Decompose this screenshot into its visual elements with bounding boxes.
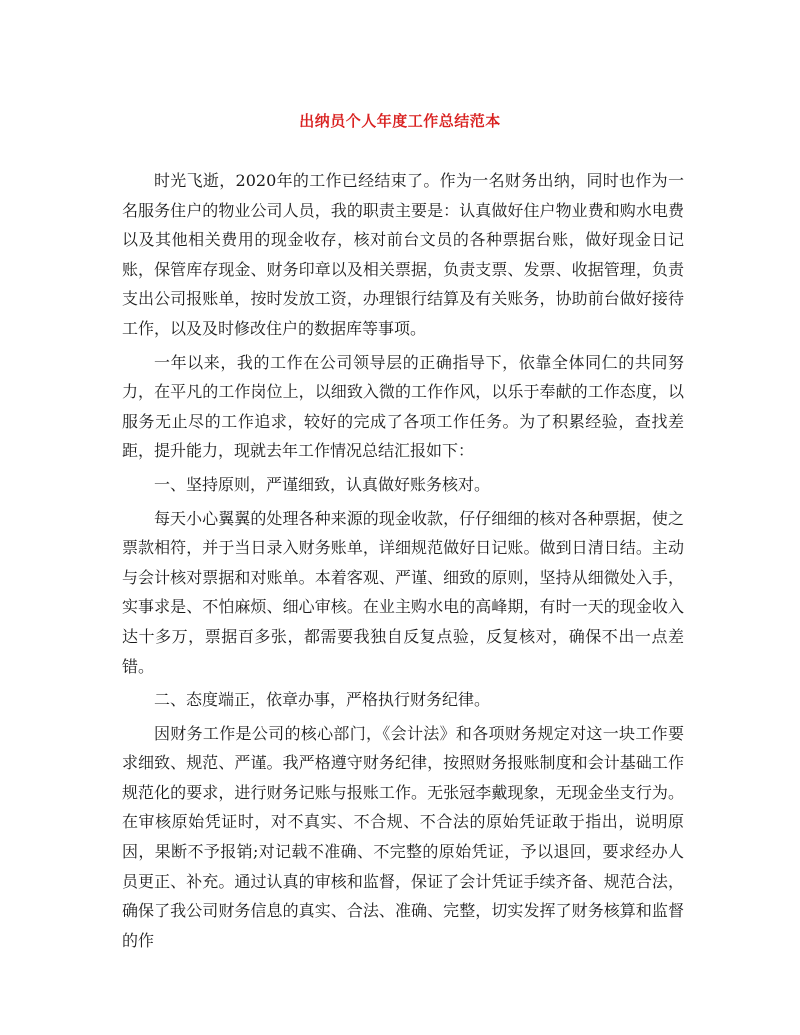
paragraph-intro: 时光飞逝，2020年的工作已经结束了。作为一名财务出纳，同时也作为一名服务住户的物业公司人员，我的职责主要是：认真做好住户物业费和购水电费以及其他相关费用的现金收存，核对前台文员的各种票据台账，做好现金日记账，保管库存现金、财务印章以及相关票据，负责支票、发票、收据管理，负责支出公司报账单，按时发放工资，办理银行结算及有关账务，协助前台做好接待工作，以及及时修改住户的数据库等事项。 (122, 171, 684, 338)
paragraph-section-2: 因财务工作是公司的核心部门，《会计法》和各项财务规定对这一块工作要求细致、规范、严谨。我严格遵守财务纪律，按照财务报账制度和会计基础工作规范化的要求，进行财务记账与报账工作。无张冠李戴现象，无现金坐支行为。在审核原始凭证时，对不真实、不合规、不合法的原始凭证敢于指出，说明原因，果断不予报销;对记载不准确、不完整的原始凭证，予以退回，要求经办人员更正、补充。通过认真的审核和监督，保证了会计凭证手续齐备、规范合法，确保了我公司财务信息的真实、合法、准确、完整，切实发挥了财务核算和监督的作 (122, 723, 684, 950)
paragraph-overview: 一年以来，我的工作在公司领导层的正确指导下，依靠全体同仁的共同努力，在平凡的工作岗位上，以细致入微的工作作风，以乐于奉献的工作态度，以服务无止尽的工作追求，较好的完成了各项工作任务。为了积累经验，查找差距，提升能力，现就去年工作情况总结汇报如下： (122, 352, 684, 461)
document-body (122, 166, 684, 959)
section-heading-1: 一、坚持原则，严谨细致，认真做好账务核对。 (154, 474, 491, 494)
section-heading-2: 二、态度端正，依章办事，严格执行财务纪律。 (154, 690, 491, 710)
paragraph-section-1: 每天小心翼翼的处理各种来源的现金收款，仔仔细细的核对各种票据，使之票款相符，并于当日录入财务账单，详细规范做好日记账。做到日清日结。主动与会计核对票据和对账单。本着客观、严谨、细致的原则，坚持从细微处入手，实事求是、不怕麻烦、细心审核。在业主购水电的高峰期，有时一天的现金收入达十多万，票据百多张，都需要我独自反复点验，反复核对，确保不出一点差错。 (122, 508, 684, 676)
document-title: 出纳员个人年度工作总结范本 (299, 112, 501, 130)
